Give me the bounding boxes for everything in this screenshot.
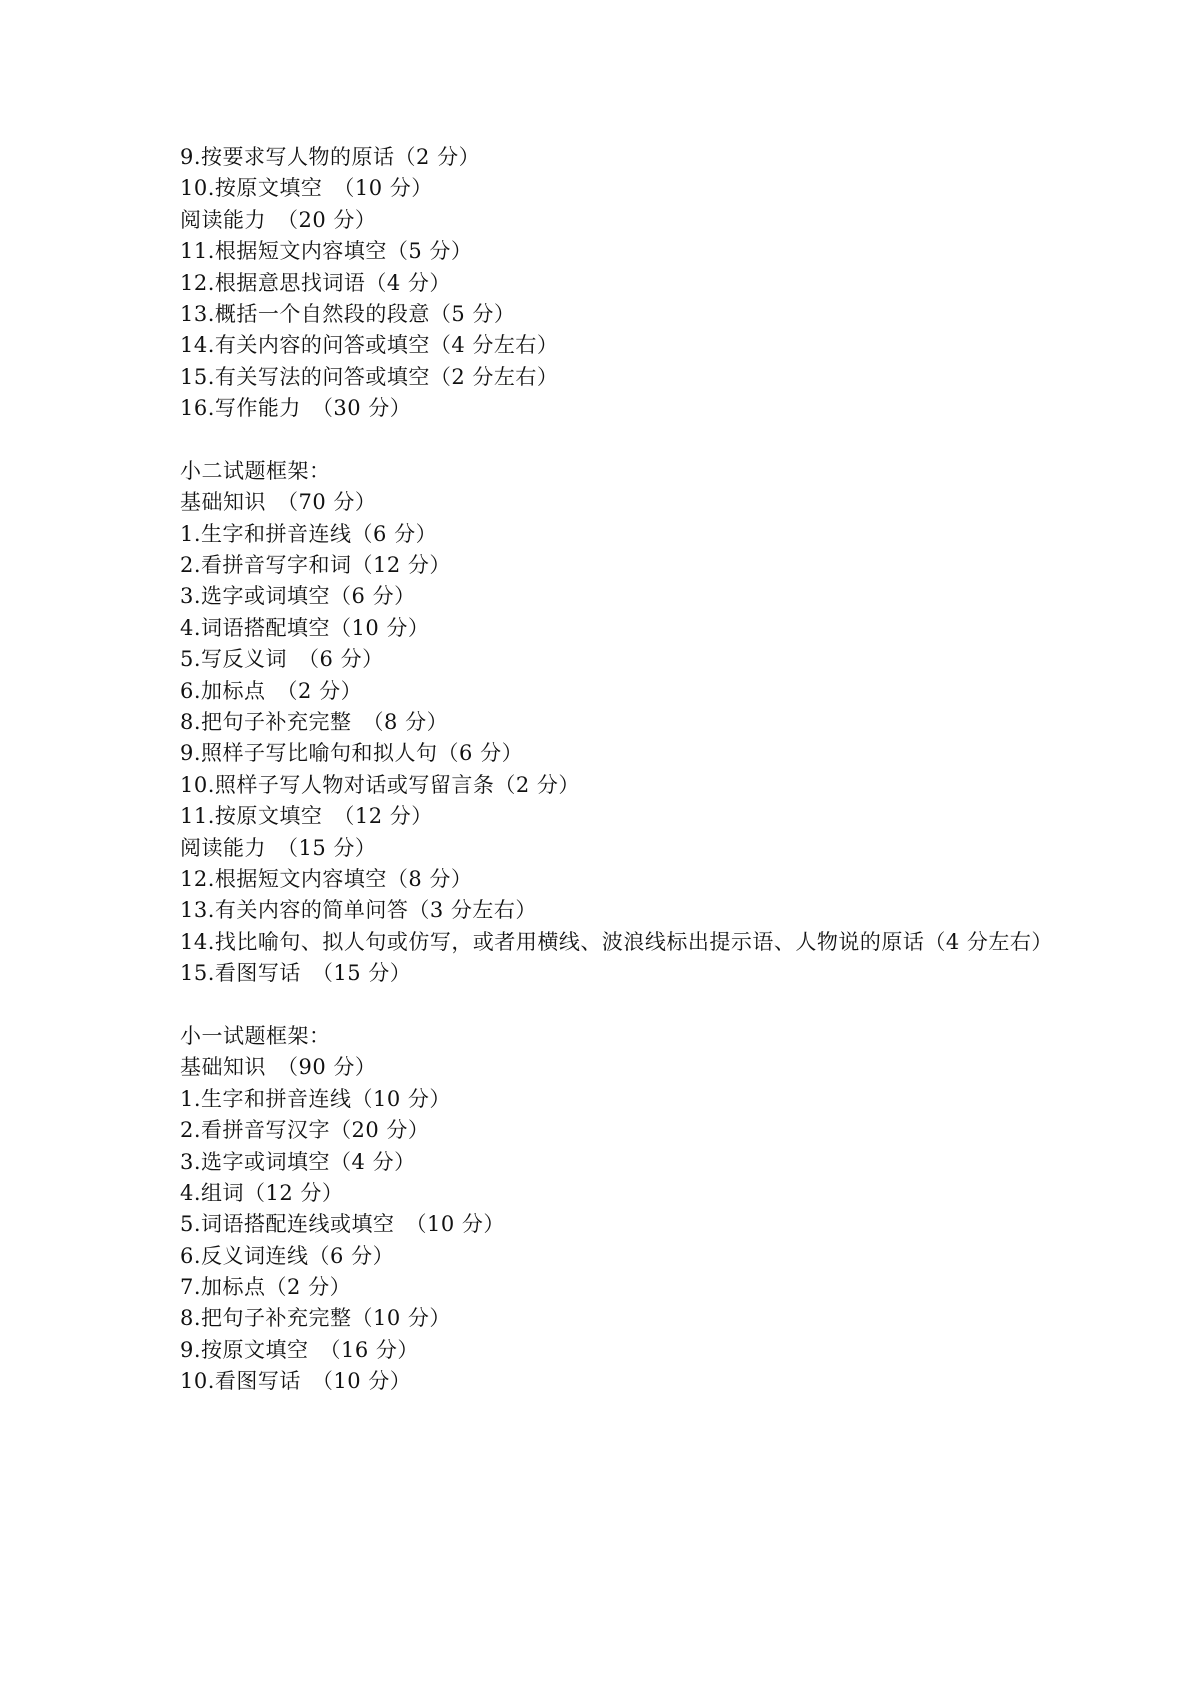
text-line: 2.看拼音写汉字（20 分）: [180, 1118, 430, 1143]
text-line: 4.组词（12 分）: [180, 1180, 344, 1205]
text-line: 8.把句子补充完整（10 分）: [180, 1306, 451, 1331]
text-line: 15.有关写法的问答或填空（2 分左右）: [180, 364, 559, 389]
text-line: 3.选字或词填空（4 分）: [180, 1149, 416, 1174]
text-line: 10.照样子写人物对话或写留言条（2 分）: [180, 772, 580, 797]
text-line: 11.按原文填空 （12 分）: [180, 804, 433, 829]
text-line: 5.词语搭配连线或填空 （10 分）: [180, 1212, 505, 1237]
text-line: 8.把句子补充完整 （8 分）: [180, 710, 449, 735]
text-line: 5.写反义词 （6 分）: [180, 647, 384, 672]
text-line: 2.看拼音写字和词（12 分）: [180, 553, 451, 578]
text-line: 阅读能力 （20 分）: [180, 207, 377, 232]
text-line: 1.生字和拼音连线（10 分）: [180, 1086, 451, 1111]
section-heading: 小一试题框架：: [180, 1023, 331, 1048]
blank-line: [180, 990, 1060, 1021]
text-line: 6.加标点 （2 分）: [180, 678, 363, 703]
text-line: 15.看图写话 （15 分）: [180, 961, 412, 986]
text-line: 7.加标点（2 分）: [180, 1275, 352, 1300]
text-line-wrapped: 14.找比喻句、拟人句或仿写，或者用横线、波浪线标出提示语、人物说的原话（4 分左右）: [180, 929, 1053, 954]
text-line: 4.词语搭配填空（10 分）: [180, 615, 430, 640]
text-line: 13.有关内容的简单问答（3 分左右）: [180, 898, 537, 923]
text-line: 11.根据短文内容填空（5 分）: [180, 239, 473, 264]
text-line: 9.照样子写比喻句和拟人句（6 分）: [180, 741, 524, 766]
section-grade1: [180, 1021, 1060, 1398]
text-line: 基础知识 （90 分）: [180, 1055, 377, 1080]
text-line: 6.反义词连线（6 分）: [180, 1243, 395, 1268]
text-line: 14.有关内容的问答或填空（4 分左右）: [180, 333, 559, 358]
section-heading: 小二试题框架：: [180, 458, 331, 483]
document-page: [180, 142, 1060, 1398]
text-line: 3.选字或词填空（6 分）: [180, 584, 416, 609]
section-grade3-continued: [180, 142, 1060, 425]
text-line: 12.根据意思找词语（4 分）: [180, 270, 451, 295]
text-line: 基础知识 （70 分）: [180, 490, 377, 515]
text-line: 13.概括一个自然段的段意（5 分）: [180, 301, 516, 326]
text-line: 9.按要求写人物的原话（2 分）: [180, 145, 481, 169]
text-line: 16.写作能力 （30 分）: [180, 396, 412, 421]
text-line: 阅读能力 （15 分）: [180, 835, 377, 860]
text-line: 10.看图写话 （10 分）: [180, 1369, 412, 1394]
text-line: 9.按原文填空 （16 分）: [180, 1337, 419, 1362]
text-line: 10.按原文填空 （10 分）: [180, 176, 433, 201]
text-line: 12.根据短文内容填空（8 分）: [180, 866, 473, 891]
blank-line: [180, 425, 1060, 456]
text-line: 1.生字和拼音连线（6 分）: [180, 521, 438, 546]
section-grade2: [180, 456, 1060, 990]
